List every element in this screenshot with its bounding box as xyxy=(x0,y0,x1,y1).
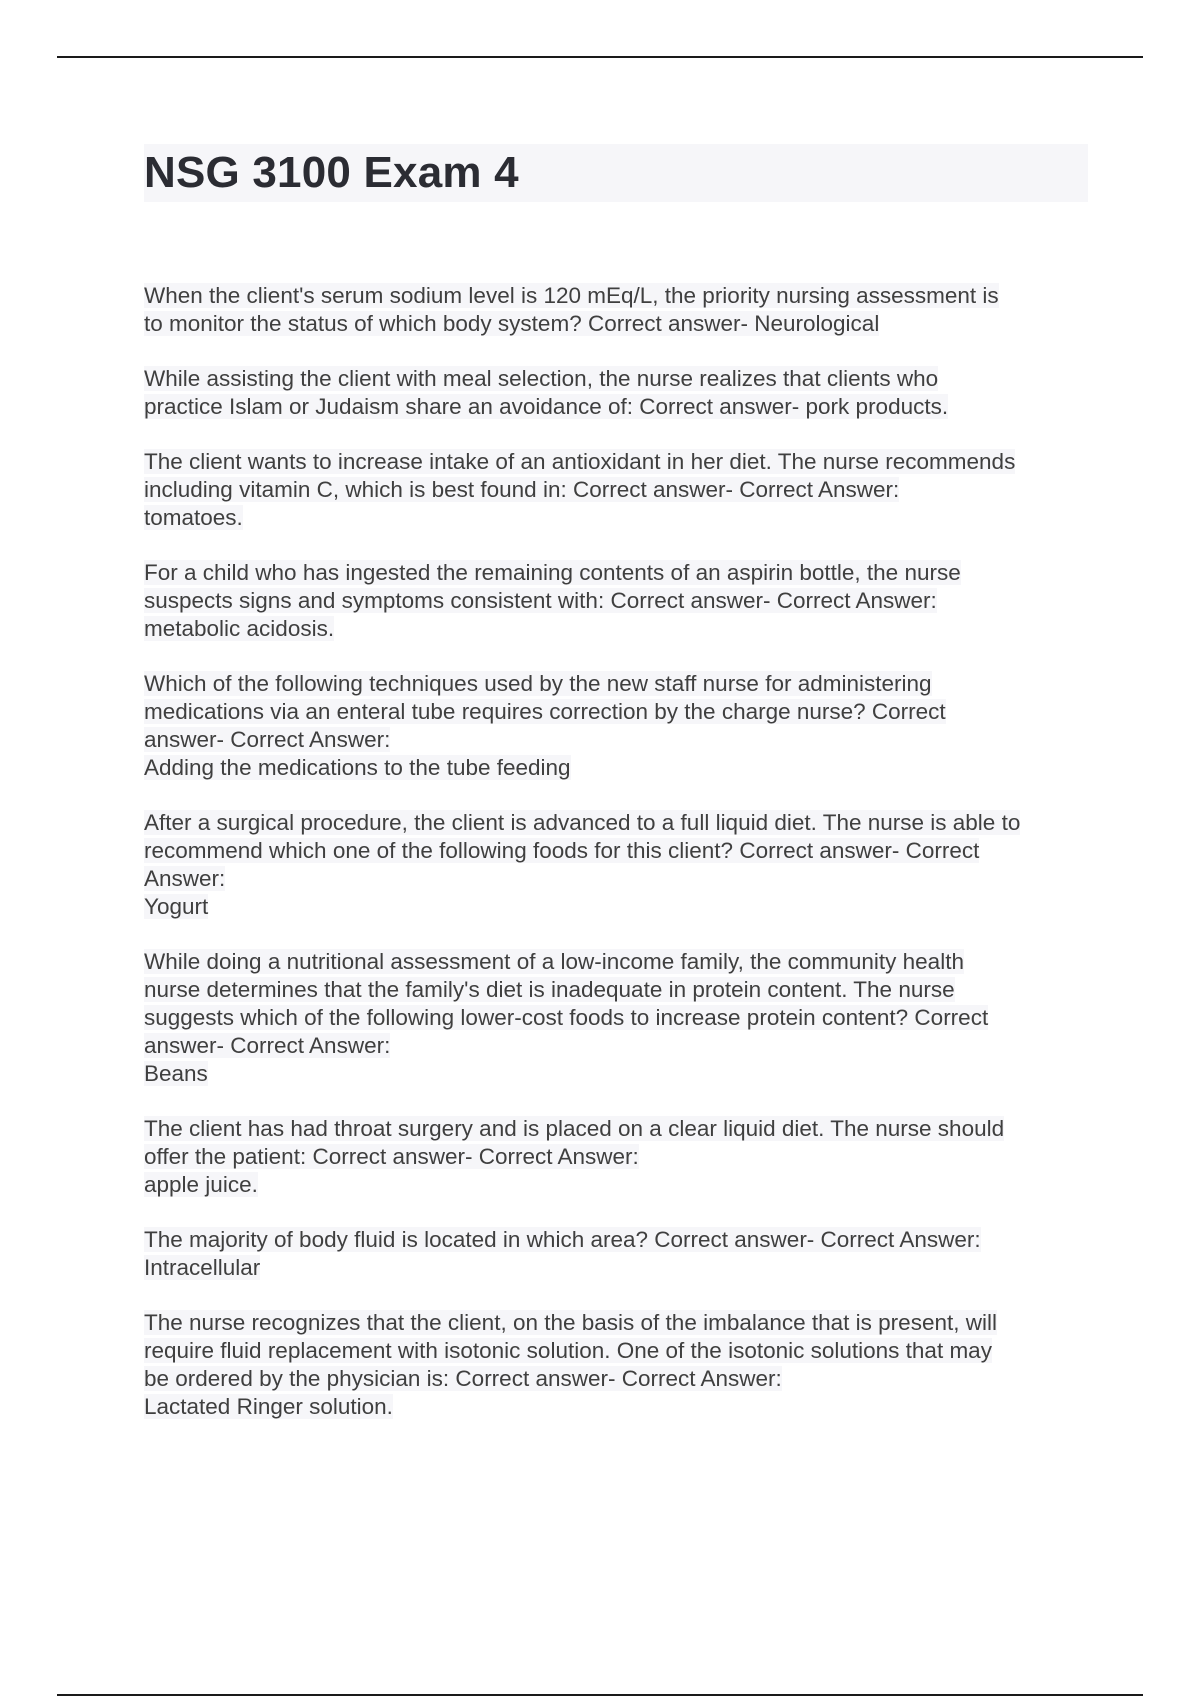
qa-text-line xyxy=(144,698,1094,726)
qa-text-line xyxy=(144,976,1094,1004)
qa-text-line xyxy=(144,1254,1094,1282)
qa-item xyxy=(144,448,1094,532)
qa-text: After a surgical procedure, the client is advanced to a full liquid diet. The nurse is able to xyxy=(144,810,1021,835)
qa-text-line xyxy=(144,1115,1094,1143)
qa-text: Adding the medications to the tube feeding xyxy=(144,755,571,780)
qa-text: offer the patient: Correct answer- Correct Answer: xyxy=(144,1144,639,1169)
qa-text: metabolic acidosis. xyxy=(144,616,335,641)
qa-text: The client has had throat surgery and is placed on a clear liquid diet. The nurse should xyxy=(144,1116,1005,1141)
qa-text: nurse determines that the family's diet is inadequate in protein content. The nurse xyxy=(144,977,955,1002)
qa-text-line xyxy=(144,448,1094,476)
qa-text-line xyxy=(144,837,1094,865)
qa-text-line xyxy=(144,282,1094,310)
qa-text-line xyxy=(144,1060,1094,1088)
qa-text-line xyxy=(144,1226,1094,1254)
qa-text-line xyxy=(144,504,1094,532)
qa-text: The client wants to increase intake of an antioxidant in her diet. The nurse recommends xyxy=(144,449,1016,474)
qa-text: When the client's serum sodium level is 120 mEq/L, the priority nursing assessment is xyxy=(144,283,999,308)
qa-text: be ordered by the physician is: Correct answer- Correct Answer: xyxy=(144,1366,782,1391)
top-divider xyxy=(57,56,1143,58)
qa-text: answer- Correct Answer: xyxy=(144,1033,391,1058)
qa-text: tomatoes. xyxy=(144,505,243,530)
qa-text: Lactated Ringer solution. xyxy=(144,1394,393,1419)
qa-text-line xyxy=(144,559,1094,587)
qa-text-line xyxy=(144,1032,1094,1060)
qa-text-line xyxy=(144,893,1094,921)
qa-text-line xyxy=(144,865,1094,893)
qa-list xyxy=(144,282,1094,1448)
qa-text: The majority of body fluid is located in which area? Correct answer- Correct Answer: xyxy=(144,1227,981,1252)
qa-text-line xyxy=(144,1143,1094,1171)
qa-text: Answer: xyxy=(144,866,226,891)
qa-text-line xyxy=(144,1337,1094,1365)
qa-text-line xyxy=(144,1393,1094,1421)
qa-text: require fluid replacement with isotonic solution. One of the isotonic solutions that may xyxy=(144,1338,992,1363)
qa-text-line xyxy=(144,1309,1094,1337)
qa-text-line xyxy=(144,393,1094,421)
qa-text: practice Islam or Judaism share an avoidance of: Correct answer- pork products. xyxy=(144,394,949,419)
qa-text-line xyxy=(144,726,1094,754)
qa-text: apple juice. xyxy=(144,1172,258,1197)
qa-text: answer- Correct Answer: xyxy=(144,727,391,752)
qa-text-line xyxy=(144,670,1094,698)
qa-text: recommend which one of the following foods for this client? Correct answer- Correct xyxy=(144,838,980,863)
qa-text-line xyxy=(144,1365,1094,1393)
qa-text: Beans xyxy=(144,1061,208,1086)
qa-text: to monitor the status of which body system? Correct answer- Neurological xyxy=(144,311,880,336)
qa-text: For a child who has ingested the remaining contents of an aspirin bottle, the nurse xyxy=(144,560,961,585)
qa-item xyxy=(144,1115,1094,1199)
qa-item xyxy=(144,559,1094,643)
qa-text-line xyxy=(144,587,1094,615)
qa-text-line xyxy=(144,615,1094,643)
qa-item xyxy=(144,670,1094,782)
qa-text-line xyxy=(144,809,1094,837)
qa-text: Which of the following techniques used by the new staff nurse for administering xyxy=(144,671,932,696)
qa-item xyxy=(144,282,1094,338)
qa-item xyxy=(144,948,1094,1088)
qa-text: suspects signs and symptoms consistent with: Correct answer- Correct Answer: xyxy=(144,588,937,613)
page-title: NSG 3100 Exam 4 xyxy=(144,148,519,197)
title-block xyxy=(144,144,1088,202)
qa-text-line xyxy=(144,1004,1094,1032)
qa-text: medications via an enteral tube requires correction by the charge nurse? Correct xyxy=(144,699,946,724)
qa-item xyxy=(144,1309,1094,1421)
qa-text: The nurse recognizes that the client, on the basis of the imbalance that is present, will xyxy=(144,1310,997,1335)
qa-text: suggests which of the following lower-cost foods to increase protein content? Correct xyxy=(144,1005,989,1030)
qa-text-line xyxy=(144,1171,1094,1199)
qa-text-line xyxy=(144,754,1094,782)
qa-text: While doing a nutritional assessment of a low-income family, the community health xyxy=(144,949,964,974)
qa-text-line xyxy=(144,948,1094,976)
qa-text: While assisting the client with meal selection, the nurse realizes that clients who xyxy=(144,366,939,391)
qa-text-line xyxy=(144,476,1094,504)
qa-item xyxy=(144,365,1094,421)
qa-item xyxy=(144,1226,1094,1282)
qa-text-line xyxy=(144,365,1094,393)
qa-item xyxy=(144,809,1094,921)
bottom-divider xyxy=(57,1694,1143,1696)
qa-text: Yogurt xyxy=(144,894,209,919)
qa-text: including vitamin C, which is best found in: Correct answer- Correct Answer: xyxy=(144,477,900,502)
qa-text: Intracellular xyxy=(144,1255,261,1280)
qa-text-line xyxy=(144,310,1094,338)
